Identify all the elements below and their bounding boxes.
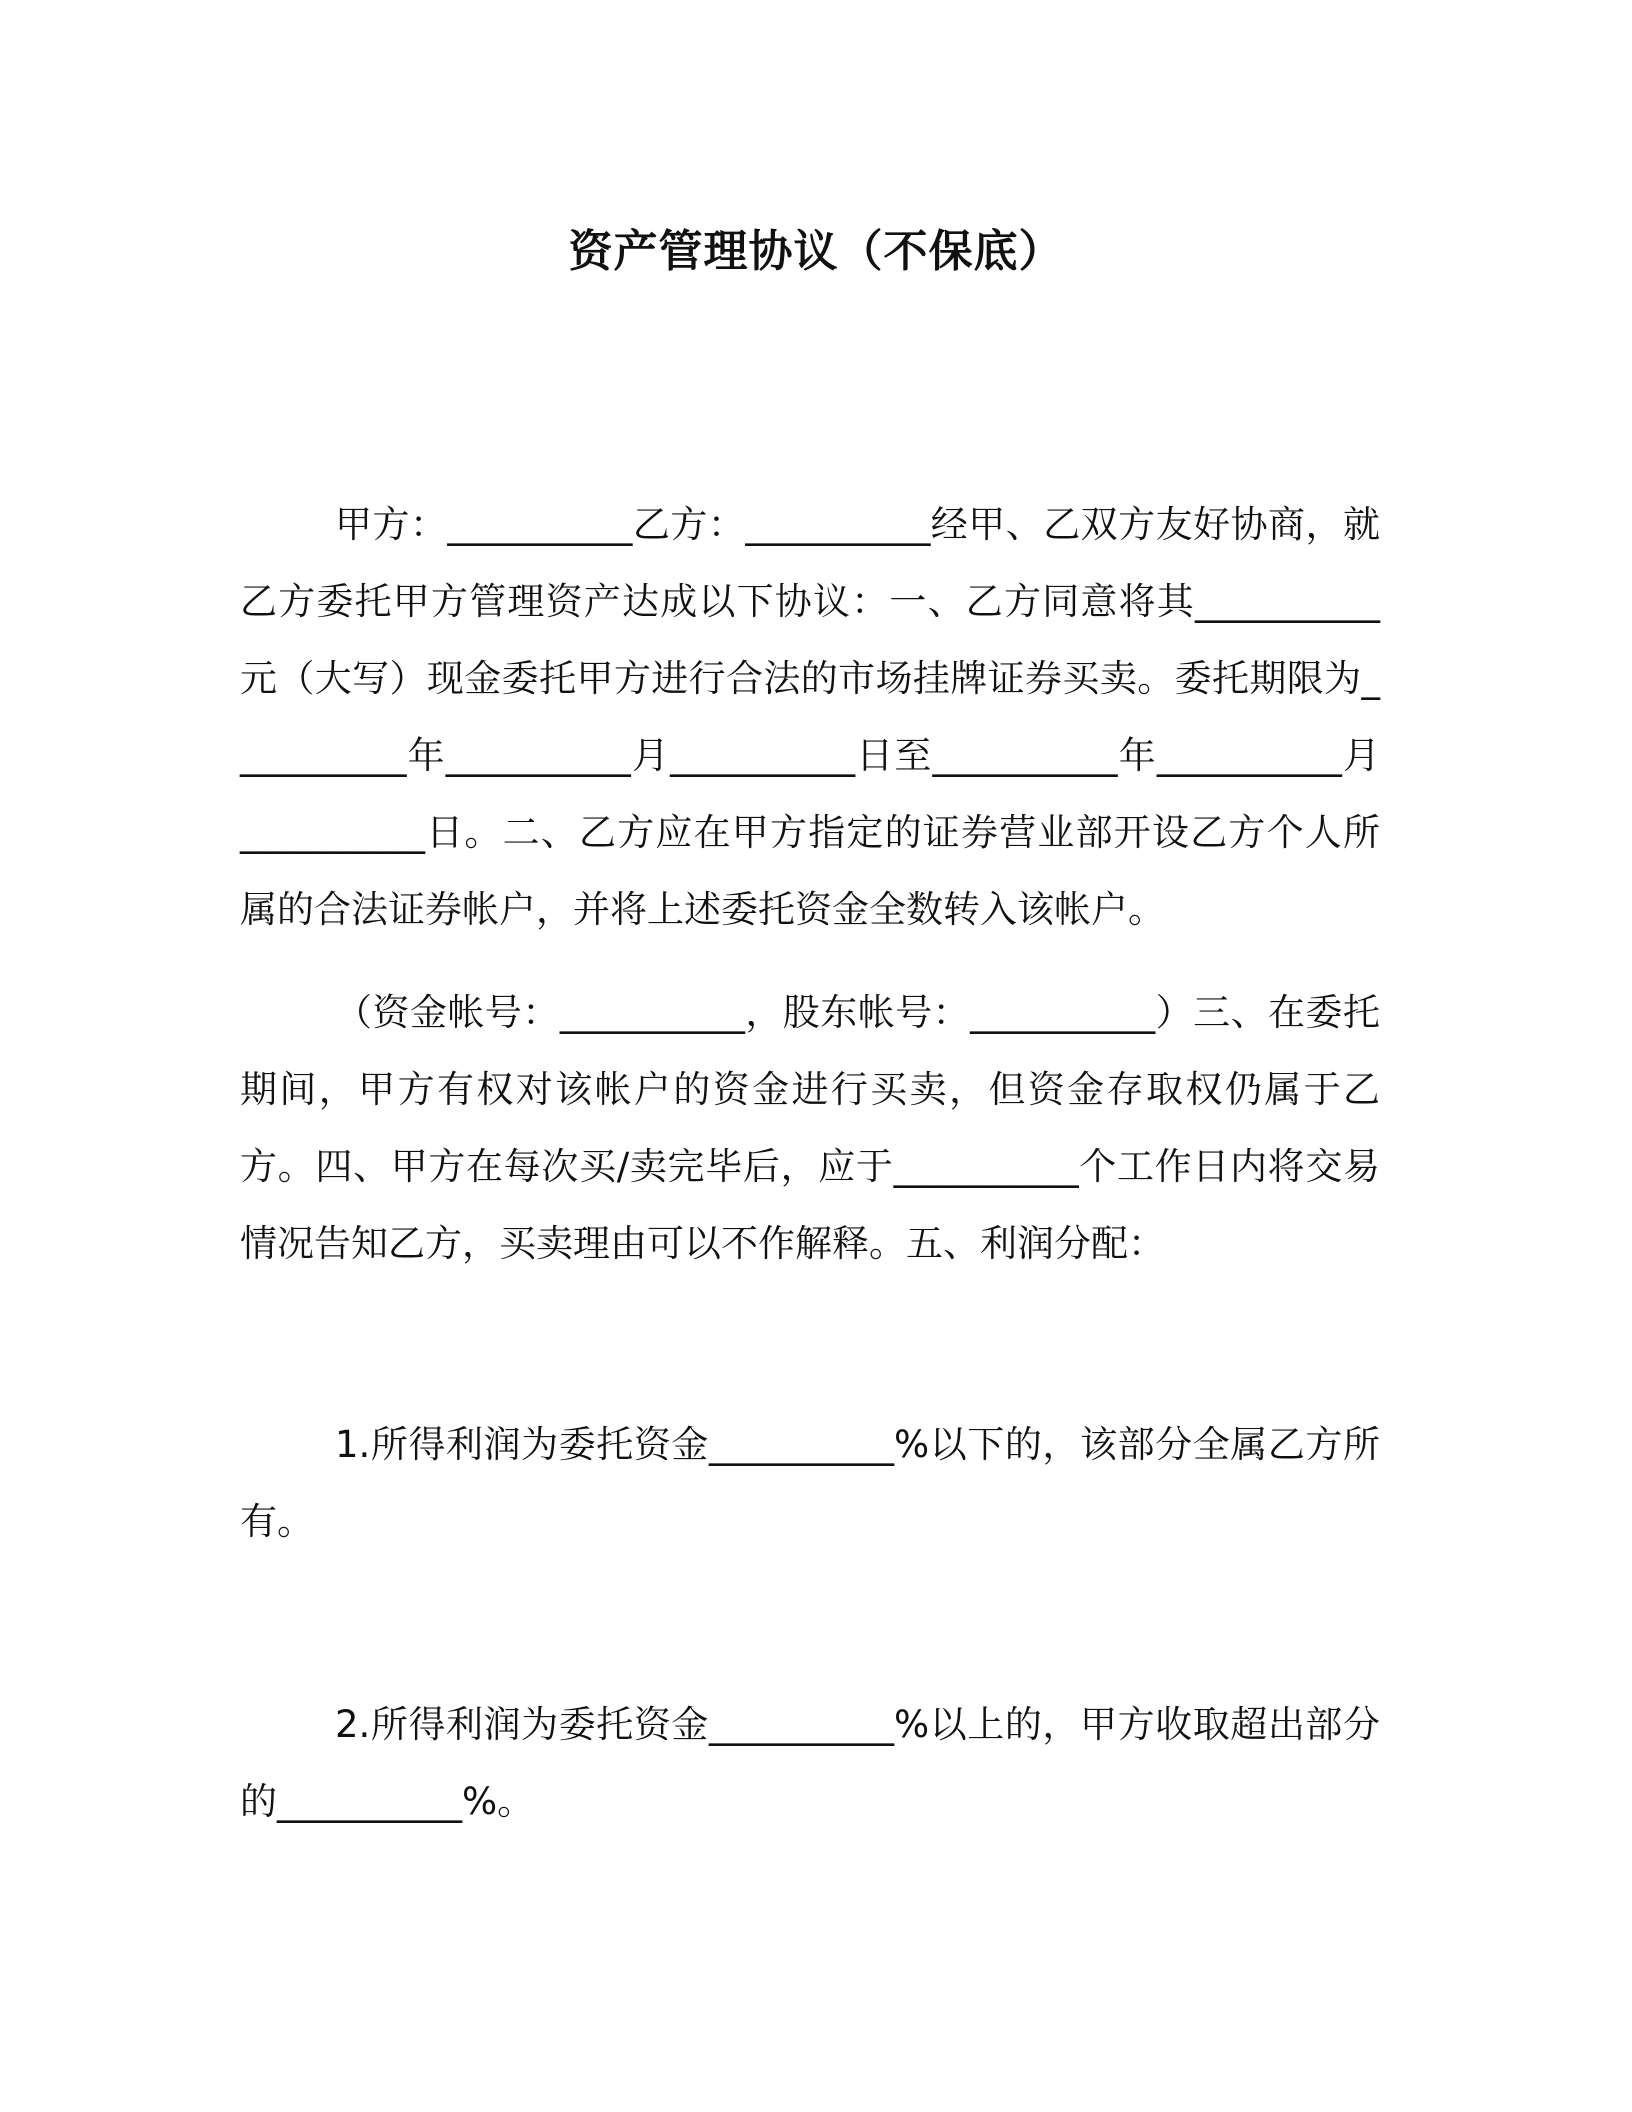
paragraph-profit-clause-1: 1.所得利润为委托资金__________%以下的，该部分全属乙方所有。	[240, 1423, 1380, 1543]
paragraph-parties-and-terms: 甲方：__________乙方：__________经甲、乙双方友好协商，就乙方委托甲方管理资产达成以下协议：一、乙方同意将其__________元（大写）现金委托甲方进行合法的市场挂牌证券买卖。委托期限为__________年__________月__________日至__________年__________月__________日。二、乙方应在甲方指定的证券营业部开设乙方个人所属的合法证券帐户，并将上述委托资金全数转入该帐户。	[240, 503, 1380, 931]
paragraph-profit-clause-2: 2.所得利润为委托资金__________%以上的，甲方收取超出部分的__________%。	[240, 1703, 1380, 1823]
paragraph-accounts-and-trading: （资金帐号：__________，股东帐号：__________）三、在委托期间，甲方有权对该帐户的资金进行买卖，但资金存取权仍属于乙方。四、甲方在每次买/卖完毕后，应于__________个工作日内将交易情况告知乙方，买卖理由可以不作解释。五、利润分配：	[240, 991, 1380, 1265]
document-title: 资产管理协议（不保底）	[568, 226, 1064, 277]
